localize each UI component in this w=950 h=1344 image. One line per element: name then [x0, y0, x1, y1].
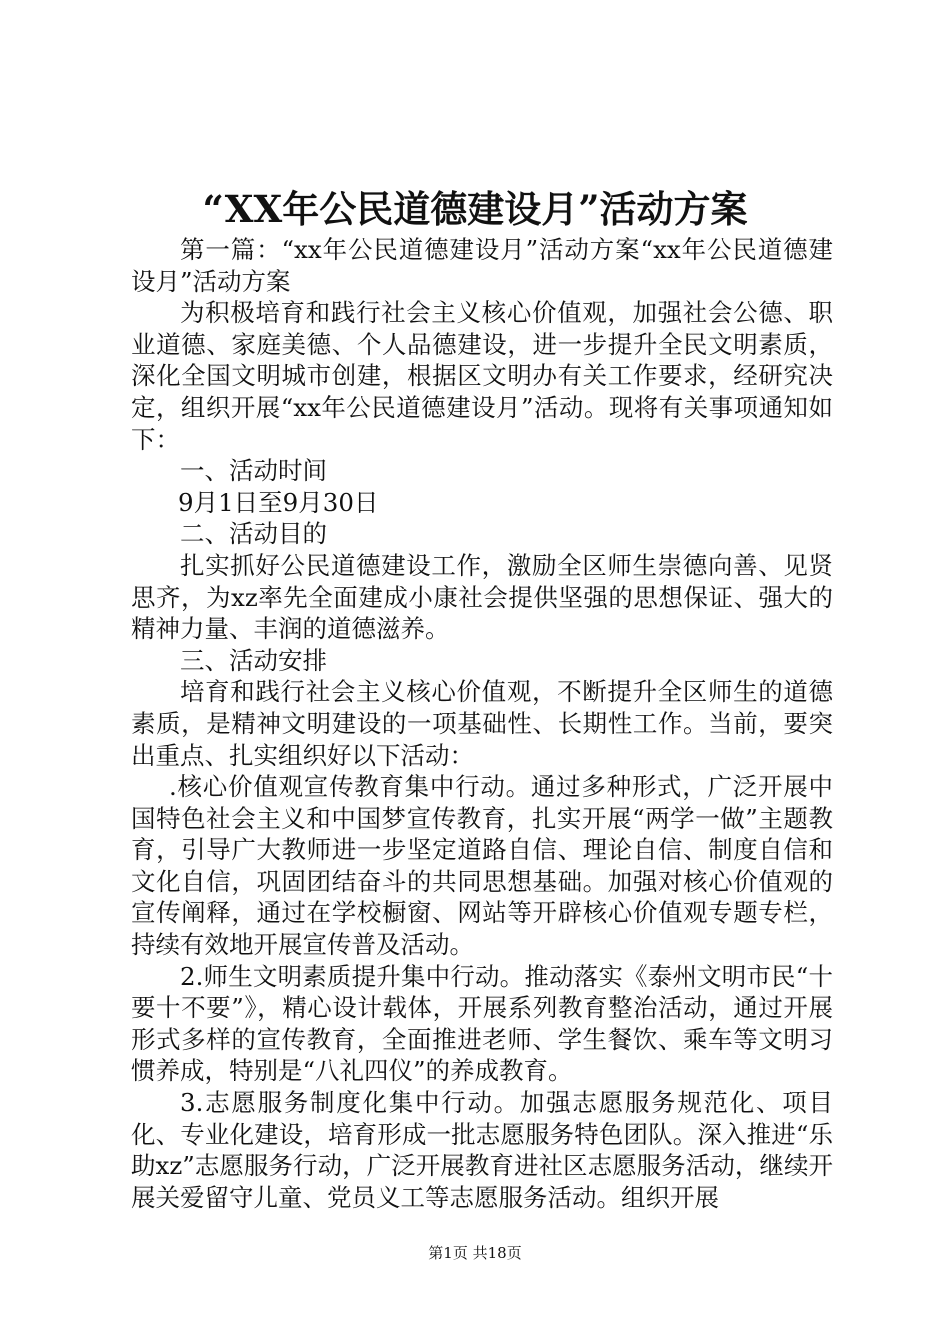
- document-title: “XX年公民道德建设月”活动方案: [202, 187, 748, 231]
- paragraph: 3.志愿服务制度化集中行动。加强志愿服务规范化、项目化、专业化建设，培育形成一批志愿服务特色团队。深入推进“乐助xz”志愿服务行动，广泛开展教育进社区志愿服务活动，继续开展关爱留守儿童、党员义工等志愿服务活动。组织开展: [131, 1088, 833, 1212]
- section-heading: 一、活动时间: [180, 456, 327, 486]
- paragraph: 为积极培育和践行社会主义核心价值观，加强社会公德、职业道德、家庭美德、个人品德建设，进一步提升全民文明素质，深化全国文明城市创建，根据区文明办有关工作要求，经研究决定，组织开展“xx年公民道德建设月”活动。现将有关事项通知如下：: [131, 298, 833, 454]
- paragraph: 第一篇：“xx年公民道德建设月”活动方案“xx年公民道德建设月”活动方案: [131, 235, 833, 296]
- document-body: [131, 234, 833, 1213]
- paragraph: 9月1日至9月30日: [178, 487, 379, 517]
- section-heading: 三、活动安排: [180, 645, 327, 675]
- paragraph: 扎实抓好公民道德建设工作，激励全区师生崇德向善、见贤思齐，为xz率先全面建成小康社会提供坚强的思想保证、强大的精神力量、丰润的道德滋养。: [131, 550, 833, 644]
- page-footer: 第1页 共18页: [428, 1244, 522, 1262]
- paragraph: .核心价值观宣传教育集中行动。通过多种形式，广泛开展中国特色社会主义和中国梦宣传教育，扎实开展“两学一做”主题教育，引导广大教师进一步坚定道路自信、理论自信、制度自信和文化自信，巩固团结奋斗的共同思想基础。加强对核心价值观的宣传阐释，通过在学校橱窗、网站等开辟核心价值观专题专栏，持续有效地开展宣传普及活动。: [131, 772, 833, 960]
- paragraph: 2.师生文明素质提升集中行动。推动落实《泰州文明市民“十要十不要”》，精心设计载体，开展系列教育整治活动，通过开展形式多样的宣传教育，全面推进老师、学生餐饮、乘车等文明习惯养成，特别是“八礼四仪”的养成教育。: [131, 961, 833, 1086]
- paragraph: 培育和践行社会主义核心价值观，不断提升全区师生的道德素质，是精神文明建设的一项基础性、长期性工作。当前，要突出重点、扎实组织好以下活动：: [131, 677, 833, 770]
- section-heading: 二、活动目的: [180, 519, 327, 549]
